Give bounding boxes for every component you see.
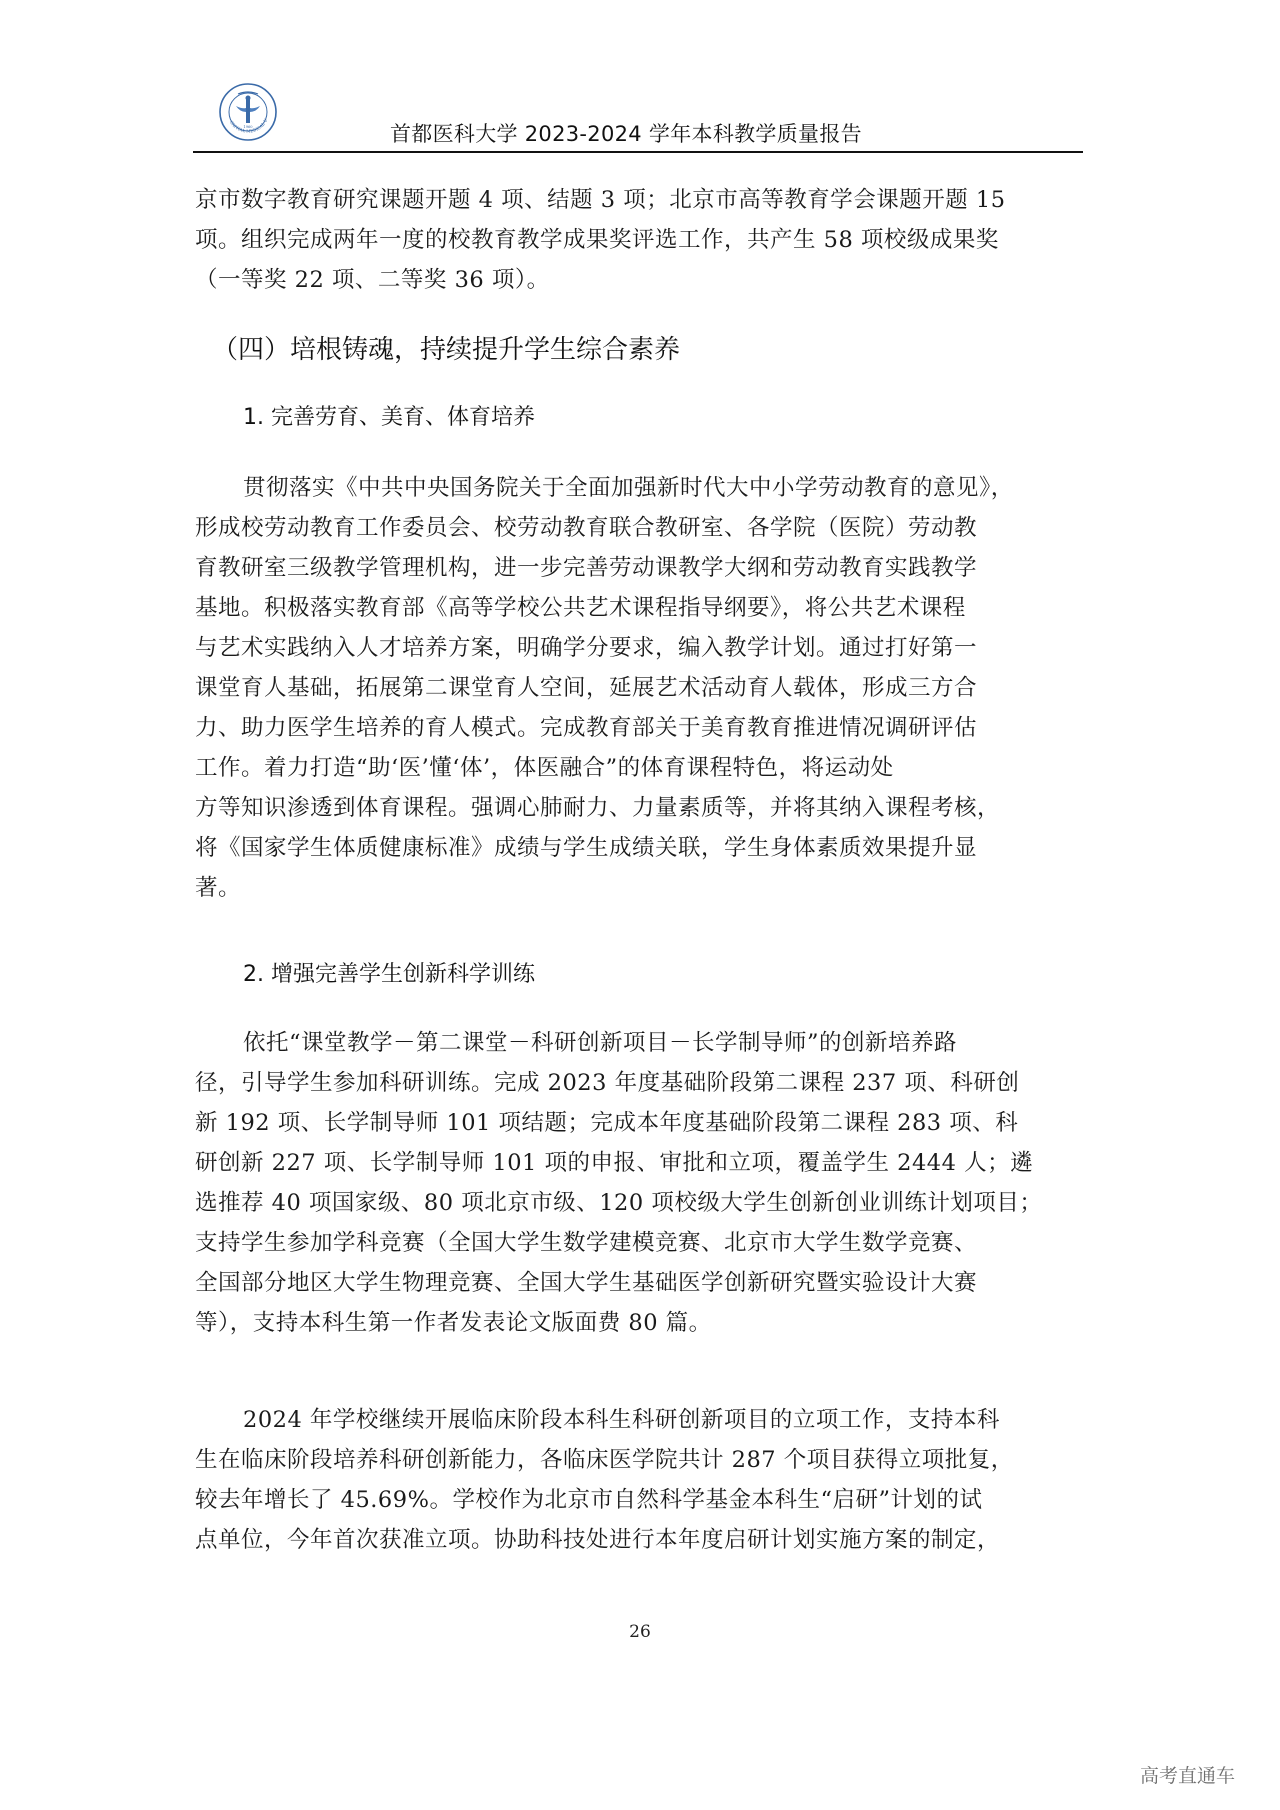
paragraph-line: 点单位，今年首次获准立项。协助科技处进行本年度启研计划实施方案的制定，: [195, 1527, 1001, 1553]
paragraph-line: 著。: [195, 875, 242, 901]
paragraph-line: 支持学生参加学科竞赛（全国大学生数学建模竞赛、北京市大学生数学竞赛、: [195, 1230, 978, 1256]
paragraph-line: 新 192 项、长学制导师 101 项结题；完成本年度基础阶段第二课程 283 项、科: [195, 1110, 1019, 1136]
paragraph-line: 生在临床阶段培养科研创新能力，各临床医学院共计 287 个项目获得立项批复，: [195, 1447, 1014, 1473]
paragraph-line: 育教研室三级教学管理机构，进一步完善劳动课教学大纲和劳动教育实践教学: [195, 555, 978, 581]
paragraph-line: 基地。积极落实教育部《高等学校公共艺术课程指导纲要》，将公共艺术课程: [195, 595, 966, 621]
page-number: 26: [629, 1622, 651, 1642]
section-heading: （四）培根铸魂，持续提升学生综合素养: [212, 335, 681, 365]
subsection-heading-1: 1. 完善劳育、美育、体育培养: [243, 405, 535, 430]
paragraph-line: 将《国家学生体质健康标准》成绩与学生成绩关联，学生身体素质效果提升显: [195, 835, 978, 861]
paragraph-line: 较去年增长了 45.69%。学校作为北京市自然科学基金本科生“启研”计划的试: [195, 1487, 983, 1513]
paragraph-line: 全国部分地区大学生物理竞赛、全国大学生基础医学创新研究暨实验设计大赛: [195, 1270, 978, 1296]
svg-text:CAPITAL MEDICAL UNIVERSITY: CAPITAL MEDICAL U: [228, 117, 269, 134]
header-divider: [193, 151, 1083, 153]
svg-text:1960: 1960: [243, 125, 253, 129]
intro-line: （一等奖 22 项、二等奖 36 项）。: [195, 267, 550, 293]
watermark-text: 高考直通车: [1140, 1765, 1236, 1787]
paragraph-line: 径，引导学生参加科研训练。完成 2023 年度基础阶段第二课程 237 项、科研创: [195, 1070, 1020, 1096]
paragraph-line: 工作。着力打造“助‘医’懂‘体’，体医融合”的体育课程特色，将运动处: [195, 755, 894, 781]
paragraph-line: 力、助力医学生培养的育人模式。完成教育部关于美育教育推进情况调研评估: [195, 715, 978, 741]
intro-line: 京市数字教育研究课题开题 4 项、结题 3 项；北京市高等教育学会课题开题 15: [195, 187, 1006, 213]
report-header-title: 首都医科大学 2023-2024 学年本科教学质量报告: [390, 122, 862, 146]
paragraph-line: 方等知识渗透到体育课程。强调心肺耐力、力量素质等，并将其纳入课程考核，: [195, 795, 1001, 821]
paragraph-line: 2024 年学校继续开展临床阶段本科生科研创新项目的立项工作，支持本科: [243, 1407, 1000, 1433]
paragraph-line: 选推荐 40 项国家级、80 项北京市级、120 项校级大学生创新创业训练计划项目；: [195, 1190, 1043, 1216]
paragraph-line: 依托“课堂教学－第二课堂－科研创新项目－长学制导师”的创新培养路: [243, 1030, 958, 1056]
paragraph-line: 形成校劳动教育工作委员会、校劳动教育联合教研室、各学院（医院）劳动教: [195, 515, 978, 541]
paragraph-line: 等），支持本科生第一作者发表论文版面费 80 篇。: [195, 1310, 712, 1336]
paragraph-line: 研创新 227 项、长学制导师 101 项的申报、审批和立项，覆盖学生 2444 人；遴: [195, 1150, 1034, 1176]
paragraph-line: 与艺术实践纳入人才培养方案，明确学分要求，编入教学计划。通过打好第一: [195, 635, 978, 661]
subsection-heading-2: 2. 增强完善学生创新科学训练: [243, 962, 535, 987]
university-seal-icon: [218, 82, 278, 142]
intro-line: 项。组织完成两年一度的校教育教学成果奖评选工作，共产生 58 项校级成果奖: [195, 227, 999, 253]
paragraph-line: 课堂育人基础，拓展第二课堂育人空间，延展艺术活动育人载体，形成三方合: [195, 675, 978, 701]
paragraph-line: 贯彻落实《中共中央国务院关于全面加强新时代大中小学劳动教育的意见》，: [243, 475, 1014, 501]
